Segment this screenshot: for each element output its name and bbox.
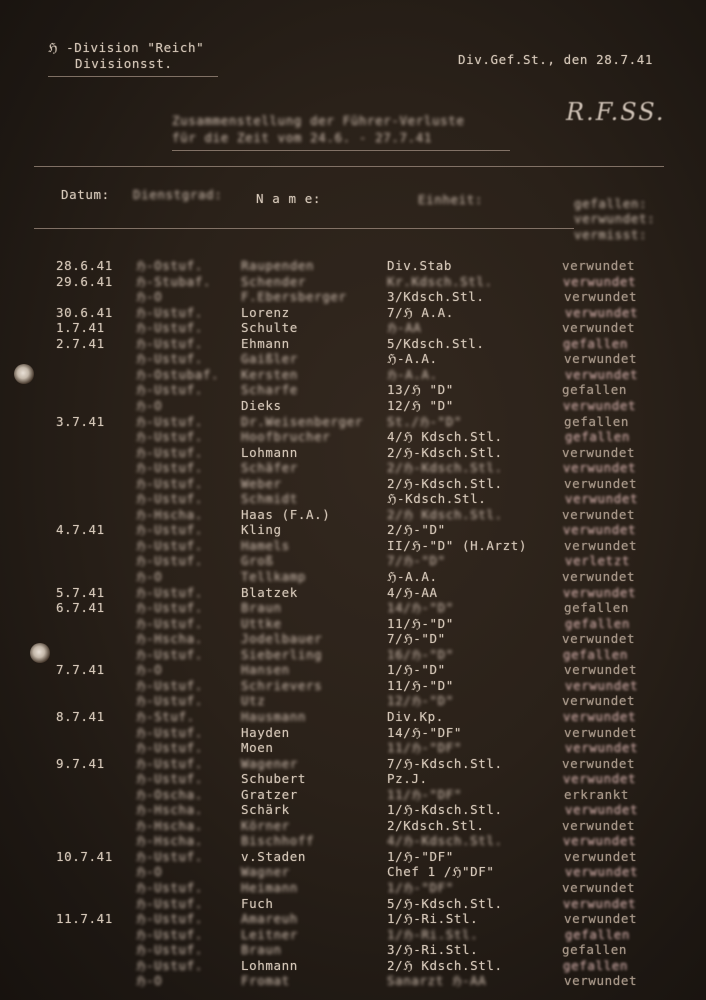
- row-unit: 16/ℌ-"D": [387, 646, 454, 662]
- row-status: verwundet: [563, 708, 637, 724]
- row-rank: ℌ-Hscha.: [136, 506, 203, 522]
- row-rank: ℌ-Ustuf.: [136, 693, 203, 709]
- handwritten-signature: R.F.SS.: [566, 98, 666, 126]
- row-unit: 1/ℌ-Ri.Stl.: [387, 911, 479, 927]
- row-unit: ℌ-AA: [387, 320, 422, 336]
- row-status: verwundet: [565, 740, 639, 756]
- row-unit: 11/ℌ-"D": [387, 677, 454, 693]
- row-name: Braun: [241, 600, 282, 616]
- row-name: Wagner: [241, 864, 290, 880]
- row-rank: ℌ-Ustuf.: [136, 429, 203, 445]
- row-name: F.Ebersberger: [241, 289, 347, 305]
- row-date: 7.7.41: [56, 662, 105, 678]
- col-unit: Einheit:: [418, 192, 484, 207]
- row-status: gefallen: [565, 615, 631, 631]
- row-rank: ℌ-Ustuf.: [136, 444, 203, 460]
- row-unit: 12/ℌ "D": [387, 397, 454, 413]
- row-status: gefallen: [563, 957, 629, 973]
- row-rank: ℌ-Ustuf.: [136, 600, 203, 616]
- row-rank: ℌ-Ustuf.: [136, 475, 203, 491]
- row-rank: ℌ-Hscha.: [136, 817, 203, 833]
- row-rank: ℌ-Stubaf.: [136, 273, 212, 289]
- row-status: verwundet: [564, 973, 638, 989]
- row-rank: ℌ-O: [136, 864, 163, 880]
- row-status: gefallen: [564, 600, 630, 616]
- row-name: Braun: [241, 942, 282, 958]
- row-name: Bischhoff: [241, 833, 315, 849]
- row-status: verwundet: [564, 911, 638, 927]
- row-rank: ℌ-Ustuf.: [136, 537, 203, 553]
- row-date: 8.7.41: [56, 708, 105, 724]
- row-unit: Div.Stab: [387, 258, 453, 273]
- row-rank: ℌ-O: [136, 397, 163, 413]
- row-name: Körner: [241, 817, 290, 833]
- row-name: v.Staden: [241, 848, 307, 864]
- row-name: Weber: [241, 475, 282, 491]
- row-rank: ℌ-O: [136, 973, 163, 989]
- row-unit: ℌ-A.A.: [387, 569, 438, 584]
- row-name: Hausmann: [241, 708, 307, 724]
- row-status: gefallen: [562, 942, 628, 958]
- row-unit: ℌ-Kdsch.Stl.: [387, 491, 487, 507]
- row-name: Schubert: [241, 771, 307, 787]
- row-name: Schender: [241, 273, 307, 289]
- row-name: Groß: [241, 553, 274, 569]
- row-status: verwundet: [564, 724, 638, 740]
- row-status: verwundet: [564, 289, 638, 305]
- row-rank: ℌ-Hscha.: [136, 802, 203, 818]
- row-rank: ℌ-Ustuf.: [136, 335, 203, 351]
- row-unit: 1/ℌ-Ri.Stl.: [387, 926, 479, 942]
- row-rank: ℌ-Hscha.: [136, 631, 203, 647]
- row-unit: 2/ℌ-Kdsch.Stl.: [387, 444, 503, 460]
- row-name: Gratzer: [241, 786, 298, 802]
- row-status: verwundet: [564, 662, 638, 678]
- document-title: Zusammenstellung der Führer-Verluste: [172, 113, 465, 128]
- document-subtitle: für die Zeit vom 24.6. - 27.7.41: [172, 130, 433, 145]
- row-name: Wagener: [241, 755, 298, 771]
- row-status: verwundet: [562, 569, 636, 584]
- row-name: Hayden: [241, 724, 290, 740]
- row-name: Gaißler: [241, 351, 298, 367]
- row-status: verwundet: [562, 755, 636, 771]
- row-status: verwundet: [563, 522, 637, 538]
- row-name: Schrievers: [241, 677, 323, 693]
- row-status: verwundet: [564, 351, 638, 367]
- row-rank: ℌ-Ostuf.: [136, 258, 203, 273]
- row-rank: ℌ-Hscha.: [136, 833, 203, 849]
- row-name: Schulte: [241, 320, 298, 336]
- row-rank: ℌ-Ustuf.: [136, 957, 203, 973]
- row-unit: 14/ℌ-"DF": [387, 724, 463, 740]
- row-status: verwundet: [562, 444, 636, 460]
- row-status: verwundet: [565, 491, 639, 507]
- row-rank: ℌ-Ustuf.: [136, 895, 203, 911]
- row-date: 29.6.41: [56, 273, 113, 289]
- row-name: Sieberling: [241, 646, 323, 662]
- row-rank: ℌ-Stuf.: [136, 708, 195, 724]
- row-status: verwundet: [565, 304, 639, 320]
- row-unit: 2/Kdsch.Stl.: [387, 817, 485, 833]
- row-date: 1.7.41: [56, 320, 105, 336]
- col-date: Datum:: [61, 187, 110, 202]
- row-unit: 3/Kdsch.Stl.: [387, 289, 485, 305]
- row-rank: ℌ-Ustuf.: [136, 880, 203, 895]
- row-name: Jodelbauer: [241, 631, 323, 647]
- row-status: verletzt: [565, 553, 631, 569]
- row-date: 30.6.41: [56, 304, 113, 320]
- row-name: Utz: [241, 693, 266, 709]
- row-unit: II/ℌ-"D" (H.Arzt): [387, 537, 528, 553]
- row-status: gefallen: [563, 335, 629, 351]
- row-rank: ℌ-Ustuf.: [136, 740, 203, 756]
- row-name: Lohmann: [241, 957, 298, 973]
- row-unit: 1/ℌ-Kdsch.Stl.: [387, 802, 503, 818]
- row-status: verwundet: [563, 397, 637, 413]
- row-unit: 12/ℌ-"D": [387, 693, 454, 709]
- row-unit: 5/Kdsch.Stl.: [387, 335, 485, 351]
- row-status: verwundet: [564, 848, 638, 864]
- row-unit: 4/ℌ Kdsch.Stl.: [387, 429, 503, 445]
- row-date: 5.7.41: [56, 584, 105, 600]
- row-name: Kling: [241, 522, 282, 538]
- row-status: verwundet: [562, 258, 636, 273]
- row-unit: 2/ℌ-Kdsch.Stl.: [387, 475, 503, 491]
- row-unit: 13/ℌ "D": [387, 382, 454, 398]
- row-date: 10.7.41: [56, 848, 113, 864]
- row-name: Blatzek: [241, 584, 298, 600]
- row-name: Kersten: [241, 366, 298, 382]
- row-name: Lorenz: [241, 304, 290, 320]
- row-status: verwundet: [563, 771, 637, 787]
- row-status: verwundet: [564, 475, 638, 491]
- row-unit: 3/ℌ-Ri.Stl.: [387, 942, 479, 958]
- row-unit: 1/ℌ-"D": [387, 662, 446, 678]
- row-unit: ℌ-A.A.: [387, 351, 438, 367]
- row-rank: ℌ-Ostubaf.: [136, 366, 220, 382]
- row-status: verwundet: [563, 273, 637, 289]
- row-rank: ℌ-Ustuf.: [136, 615, 203, 631]
- row-status: verwundet: [564, 537, 638, 553]
- row-name: Raupenden: [241, 258, 315, 273]
- row-rank: ℌ-Oscha.: [136, 786, 203, 802]
- division-heading: ℌ -Division "Reich": [48, 40, 205, 55]
- row-name: Scharfe: [241, 382, 298, 398]
- row-name: Haas (F.A.): [241, 506, 331, 522]
- row-rank: ℌ-Ustuf.: [136, 382, 203, 398]
- row-unit: 11/ℌ-"DF": [387, 786, 463, 802]
- row-name: Lohmann: [241, 444, 298, 460]
- row-name: Tellkamp: [241, 569, 307, 584]
- row-unit: 4/ℌ-Kdsch.Stl.: [387, 833, 503, 849]
- row-unit: 11/ℌ-"DF": [387, 740, 463, 756]
- row-rank: ℌ-O: [136, 569, 163, 584]
- row-status: gefallen: [564, 413, 630, 429]
- row-unit: 2/ℌ-Kdsch.Stl.: [387, 460, 503, 476]
- row-status: verwundet: [563, 833, 637, 849]
- row-rank: ℌ-Ustuf.: [136, 460, 203, 476]
- row-rank: ℌ-Ustuf.: [136, 304, 203, 320]
- row-name: Ehmann: [241, 335, 290, 351]
- row-status: verwundet: [563, 460, 637, 476]
- row-rank: ℌ-Ustuf.: [136, 491, 203, 507]
- row-status: verwundet: [565, 366, 639, 382]
- col-status-wounded: verwundet:: [574, 211, 656, 226]
- row-name: Heimann: [241, 880, 298, 895]
- row-rank: ℌ-Ustuf.: [136, 848, 203, 864]
- row-unit: Chef 1 /ℌ"DF": [387, 864, 495, 880]
- row-rank: ℌ-Ustuf.: [136, 553, 203, 569]
- row-status: gefallen: [563, 646, 629, 662]
- row-date: 4.7.41: [56, 522, 105, 538]
- row-unit: Div.Kp.: [387, 708, 444, 724]
- row-status: verwundet: [562, 506, 636, 522]
- row-status: verwundet: [562, 880, 636, 895]
- row-status: verwundet: [562, 320, 636, 336]
- row-name: Schäfer: [241, 460, 298, 476]
- row-status: erkrankt: [564, 786, 630, 802]
- row-rank: ℌ-Ustuf.: [136, 646, 203, 662]
- row-date: 3.7.41: [56, 413, 105, 429]
- row-unit: 2/ℌ-"D": [387, 522, 446, 538]
- row-name: Hansen: [241, 662, 290, 678]
- row-unit: 7/ℌ-"D": [387, 631, 446, 647]
- row-name: Dieks: [241, 397, 282, 413]
- row-rank: ℌ-Ustuf.: [136, 522, 203, 538]
- col-status-missing: vermisst:: [574, 227, 648, 242]
- row-name: Hoofbrucher: [241, 429, 331, 445]
- row-status: verwundet: [565, 677, 639, 693]
- row-rank: ℌ-Ustuf.: [136, 755, 203, 771]
- row-name: Fromat: [241, 973, 290, 989]
- row-unit: 11/ℌ-"D": [387, 615, 454, 631]
- row-date: 2.7.41: [56, 335, 105, 351]
- hq-label: Divisionsst.: [75, 56, 173, 71]
- row-name: Amareuh: [241, 911, 298, 927]
- row-name: Uttke: [241, 615, 282, 631]
- row-date: 9.7.41: [56, 755, 105, 771]
- row-status: verwundet: [565, 802, 639, 818]
- row-name: Fuch: [241, 895, 274, 911]
- row-unit: 5/ℌ-Kdsch.Stl.: [387, 895, 503, 911]
- row-rank: ℌ-Ustuf.: [136, 413, 203, 429]
- row-name: Moen: [241, 740, 274, 756]
- row-status: verwundet: [563, 584, 637, 600]
- row-name: Dr.Weisenberger: [241, 413, 363, 429]
- row-rank: ℌ-Ustuf.: [136, 926, 203, 942]
- row-unit: 7/ℌ A.A.: [387, 304, 454, 320]
- row-status: verwundet: [562, 817, 636, 833]
- row-unit: Sanarzt ℌ-AA: [387, 973, 487, 989]
- row-unit: 1/ℌ-"DF": [387, 880, 454, 895]
- col-status-fallen: gefallen:: [574, 196, 648, 211]
- row-status: verwundet: [562, 693, 636, 709]
- row-status: verwundet: [563, 895, 637, 911]
- row-unit: 7/ℌ-Kdsch.Stl.: [387, 755, 503, 771]
- place-date: Div.Gef.St., den 28.7.41: [458, 52, 654, 67]
- row-name: Hamels: [241, 537, 290, 553]
- row-status: verwundet: [562, 631, 636, 647]
- row-rank: ℌ-Ustuf.: [136, 320, 203, 336]
- row-rank: ℌ-Ustuf.: [136, 351, 203, 367]
- row-date: 28.6.41: [56, 258, 113, 273]
- row-unit: 4/ℌ-AA: [387, 584, 438, 600]
- row-unit: 2/ℌ Kdsch.Stl.: [387, 957, 503, 973]
- row-date: 6.7.41: [56, 600, 105, 616]
- row-name: Schmidt: [241, 491, 298, 507]
- row-unit: St./ℌ-"D": [387, 413, 463, 429]
- row-unit: 2/ℌ Kdsch.Stl.: [387, 506, 503, 522]
- row-unit: Pz.J.: [387, 771, 428, 787]
- row-name: Leitner: [241, 926, 298, 942]
- row-unit: 1/ℌ-"DF": [387, 848, 454, 864]
- row-rank: ℌ-Ustuf.: [136, 724, 203, 740]
- row-rank: ℌ-Ustuf.: [136, 911, 203, 927]
- row-rank: ℌ-Ustuf.: [136, 771, 203, 787]
- col-name: N a m e:: [256, 191, 322, 206]
- col-rank: Dienstgrad:: [133, 187, 223, 202]
- row-status: gefallen: [565, 429, 631, 445]
- row-rank: ℌ-O: [136, 662, 163, 678]
- row-status: gefallen: [562, 382, 628, 398]
- row-unit: ℌ-A.A.: [387, 366, 438, 382]
- row-rank: ℌ-Ustuf.: [136, 584, 203, 600]
- row-date: 11.7.41: [56, 911, 113, 927]
- row-rank: ℌ-Ustuf.: [136, 942, 203, 958]
- row-status: verwundet: [565, 864, 639, 880]
- row-rank: ℌ-Ustuf.: [136, 677, 203, 693]
- row-name: Schärk: [241, 802, 290, 818]
- row-status: gefallen: [565, 926, 631, 942]
- row-unit: Kr.Kdsch.Stl.: [387, 273, 493, 289]
- row-unit: 7/ℌ-"D": [387, 553, 446, 569]
- row-unit: 14/ℌ-"D": [387, 600, 454, 616]
- row-rank: ℌ-O: [136, 289, 163, 305]
